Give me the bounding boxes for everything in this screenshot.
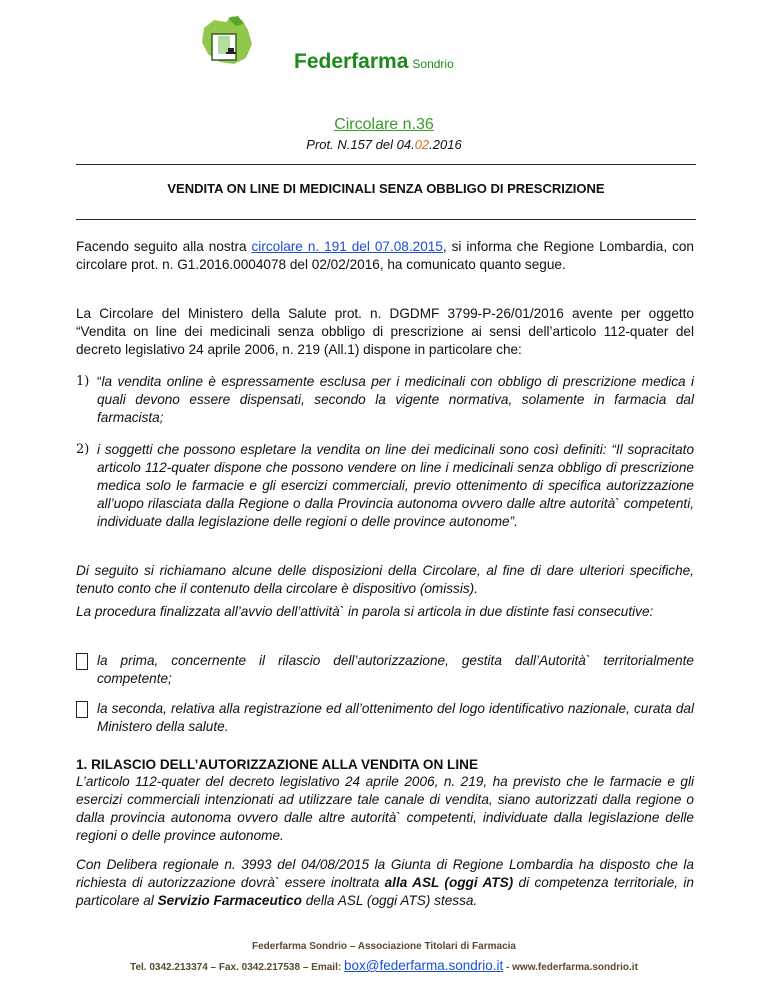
circular-link[interactable]: circolare n. 191 del 07.08.2015 bbox=[251, 239, 443, 254]
phase-item: la prima, concernente il rilascio dell’autorizzazione, gestita dall’Autorità` territorialmente competente; bbox=[76, 652, 694, 688]
footer-association: Federfarma Sondrio – Associazione Titolari di Farmacia bbox=[252, 941, 516, 952]
brand-name: Federfarma Sondrio bbox=[294, 50, 454, 73]
divider-bottom bbox=[76, 219, 696, 220]
paragraph-ministry: La Circolare del Ministero della Salute prot. n. DGDMF 3799-P-26/01/2016 avente per oggetto “Vendita on line dei medicinali senza obbligo di prescrizione ai sensi dell’articolo 112-quater del decreto legislativo 24 aprile 2006, n. 219 (All.1) dispone in particolare che: bbox=[76, 306, 694, 357]
paragraph-delibera: Con Delibera regionale n. 3993 del 04/08/2015 la Giunta di Regione Lombardia ha disposto che la richiesta di autorizzazione dovrà` essere inoltrata alla ASL (oggi ATS) di competenza territoriale, in particolare al Servizio Farmaceutico della ASL (oggi ATS) stessa. bbox=[76, 857, 694, 908]
email-link[interactable]: box@federfarma.sondrio.it bbox=[343, 958, 504, 973]
paragraph-procedure: La procedura finalizzata all’avvio dell’attività` in parola si articola in due distinte fasi consecutive: bbox=[76, 604, 654, 619]
section-heading: 1. RILASCIO DELL’AUTORIZZAZIONE ALLA VENDITA ON LINE bbox=[76, 757, 479, 772]
subject-title: VENDITA ON LINE DI MEDICINALI SENZA OBBLIGO DI PRESCRIZIONE bbox=[167, 181, 605, 196]
intro-paragraph: Facendo seguito alla nostra circolare n. 191 del 07.08.2015, si informa che Regione Lombardia, con circolare prot. n. G1.2016.0004078 del 02/02/2016, ha comunicato quanto segue. bbox=[76, 239, 694, 272]
paragraph-provisions: Di seguito si richiamano alcune delle disposizioni della Circolare, al fine di dare ulteriori specifiche, tenuto conto che il contenuto della circolare è dispositivo (omissis). bbox=[76, 563, 694, 596]
brand-city: Sondrio bbox=[412, 57, 454, 71]
list-item: 1) “la vendita online è espressamente esclusa per i medicinali con obbligo di prescrizione medica i quali devono essere dispensati, secondo la vigente normativa, solamente in farmacia dal farmacista; bbox=[76, 374, 694, 425]
phase-item: la seconda, relativa alla registrazione ed all’ottenimento del logo identificativo nazionale, curata dal Ministero della salute. bbox=[76, 700, 694, 736]
divider-top bbox=[76, 164, 696, 165]
checkbox-icon bbox=[76, 701, 88, 718]
protocol-number: Prot. N.157 del 04.02.2016 bbox=[306, 137, 462, 152]
footer-contacts: Tel. 0342.213374 – Fax. 0342.217538 – Email: box@federfarma.sondrio.it - www.federfarma.sondrio.it bbox=[130, 958, 638, 973]
federfarma-logo bbox=[198, 14, 254, 66]
list-item: 2) i soggetti che possono espletare la vendita on line dei medicinali sono così definiti: “Il sopracitato articolo 112-quater dispone che possono vendere on line i medicinali senza obbligo di prescrizione medica solo le farmacie e gli esercizi commerciali, previo ottenimento di specifica autorizzazione all’uopo rilasciata dalla Regione o dalla Provincia autonoma ovvero dalle altre autorità` competenti, individuate dalla legislazione delle regioni o delle province autonome”. bbox=[76, 442, 694, 529]
section-body: L’articolo 112-quater del decreto legislativo 24 aprile 2006, n. 219, ha previsto che le farmacie e gli esercizi commerciali intenzionati ad utilizzare tale canale di vendita, siano autorizzati dalla regione o dalla provincia autonoma ovvero dalle altre autorità` competenti, individuate dalla legislazione delle regioni o delle province autonome. bbox=[76, 774, 694, 843]
circular-title[interactable]: Circolare n.36 bbox=[334, 116, 434, 133]
checkbox-icon bbox=[76, 653, 88, 670]
